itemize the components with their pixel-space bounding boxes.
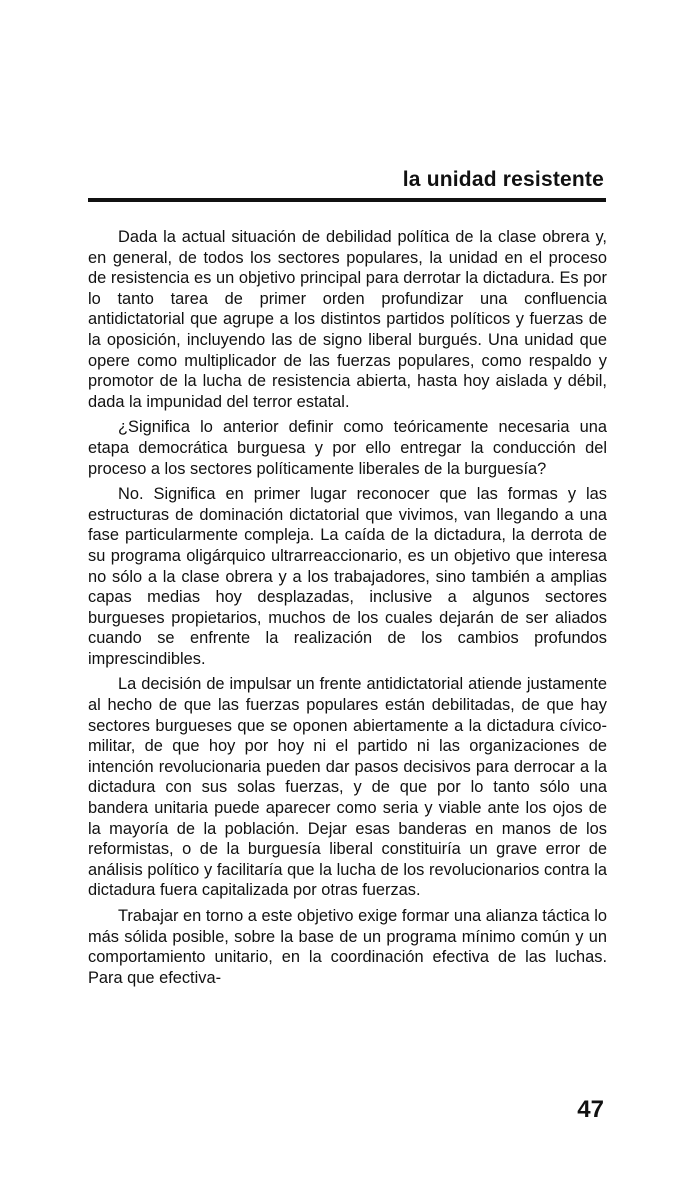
paragraph: Dada la actual situación de debilidad política de la clase obrera y, en general, de todos los sectores populares, la unidad en el proceso de resistencia es un objetivo principal para derrotar la dictadura. Es por lo tanto tarea de primer orden profundizar una confluencia antidictatorial que agrupe a los distintos partidos políticos y fuerzas de la oposición, incluyendo las de signo liberal burgués. Una unidad que opere como multiplicador de las fuerzas populares, como respaldo y promotor de la lucha de resistencia abierta, hasta hoy aislada y débil, dada la impunidad del terror estatal.	[88, 228, 607, 411]
paragraph: No. Significa en primer lugar reconocer que las formas y las estructuras de dominación dictatorial que vivimos, van llegando a una fase particularmente compleja. La caída de la dictadura, la derrota de su programa oligárquico ultrarreaccionario, es un objetivo que interesa no sólo a la clase obrera y a los trabajadores, sino también a amplias capas medias hoy desplazadas, inclusive a algunos sectores burgueses propietarios, muchos de los cuales dejarán de ser aliados cuando se enfrente la realización de los cambios profundos imprescindibles.	[88, 485, 607, 668]
paragraph: Trabajar en torno a este objetivo exige formar una alianza táctica lo más sólida posible, sobre la base de un programa mínimo común y un comportamiento unitario, en la coordinación efectiva de las luchas. Para que efectiva-	[88, 907, 607, 987]
page-number: 47	[577, 1096, 604, 1123]
title-rule	[88, 198, 606, 202]
paragraph: ¿Significa lo anterior definir como teóricamente necesaria una etapa democrática burguesa y por ello entregar la conducción del proceso a los sectores políticamente liberales de la burguesía?	[88, 418, 607, 478]
paragraph: La decisión de impulsar un frente antidictatorial atiende justamente al hecho de que las fuerzas populares están debilitadas, de que hay sectores burgueses que se oponen abiertamente a la dictadura cívico-militar, de que hoy por hoy ni el partido ni las organizaciones de intención revolucionaria pueden dar pasos decisivos para derrocar a la dictadura con sus solas fuerzas, y de que por lo tanto sólo una bandera unitaria puede aparecer como seria y viable ante los ojos de la mayoría de la población. Dejar esas banderas en manos de los reformistas, o de la burguesía liberal constituiría un grave error de análisis político y facilitaría que la lucha de los revolucionarios contra la dictadura fuera capitalizada por otras fuerzas.	[88, 675, 607, 900]
body-text	[88, 227, 607, 993]
section-title: la unidad resistente	[402, 168, 604, 191]
